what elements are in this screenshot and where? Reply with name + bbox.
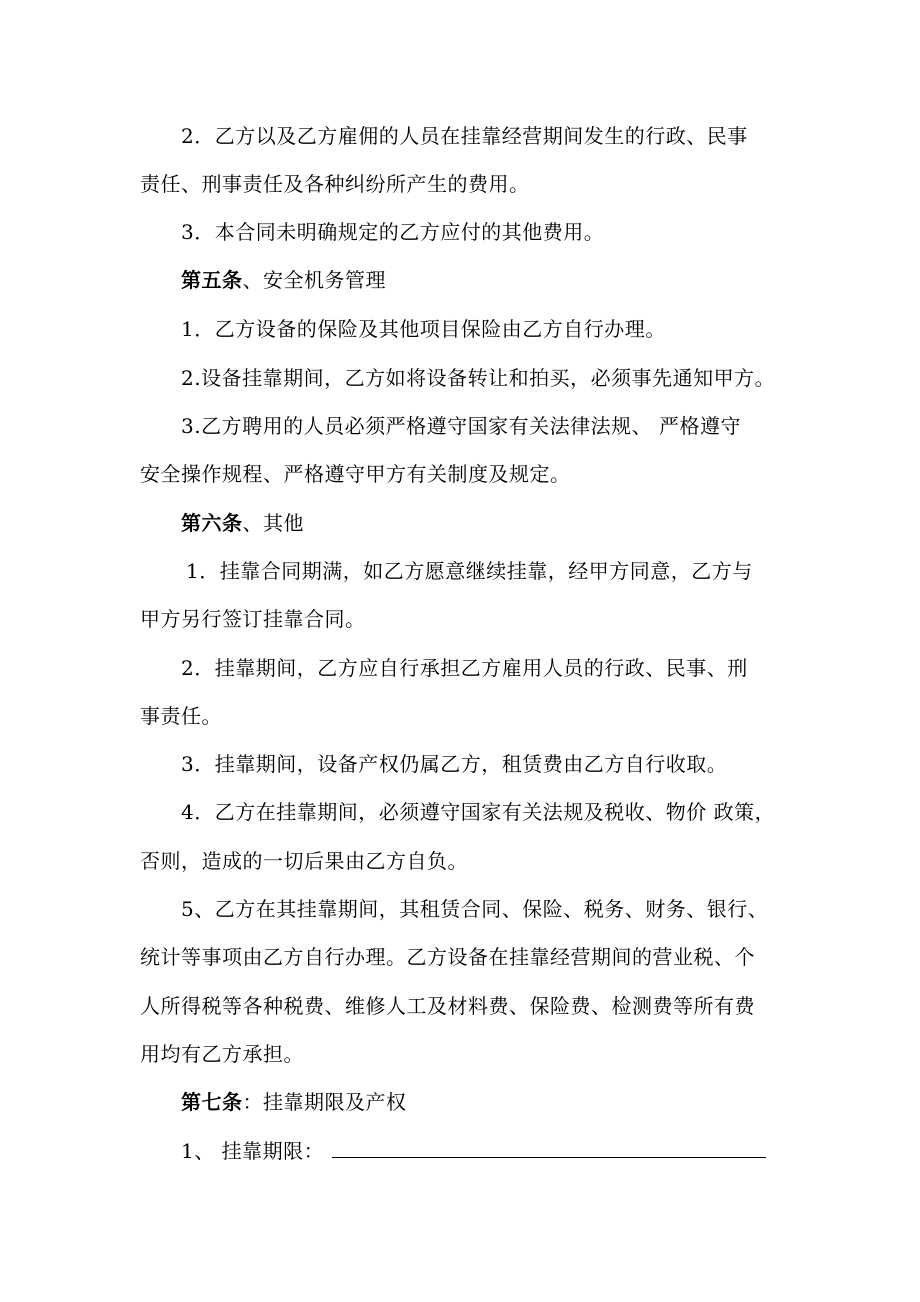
section-5-item-3-line-2: 安全操作规程、严格遵守甲方有关制度及规定。: [140, 462, 571, 486]
section-5-heading: [181, 268, 386, 292]
clause-4-item-3: 3．本合同未明确规定的乙方应付的其他费用。: [181, 220, 605, 244]
term-period-label: 1、 挂靠期限：: [181, 1139, 325, 1163]
section-6-heading-number: 第六条: [181, 511, 243, 535]
section-6-item-4-line-2: 否则，造成的一切后果由乙方自负。: [140, 849, 468, 873]
section-6-heading-title: 、其他: [242, 511, 304, 535]
term-period-blank-field[interactable]: [332, 1139, 766, 1158]
section-7-heading: [181, 1090, 407, 1114]
section-6-item-5-line-2: 统计等事项由乙方自行办理。乙方设备在挂靠经营期间的营业税、个: [140, 945, 755, 969]
section-7-item-1: [181, 1139, 766, 1163]
section-6-item-5-line-4: 用均有乙方承担。: [140, 1042, 304, 1066]
section-6-item-3: 3．挂靠期间，设备产权仍属乙方，租赁费由乙方自行收取。: [181, 752, 728, 776]
section-6-item-2-line-1: 2．挂靠期间，乙方应自行承担乙方雇用人员的行政、民事、刑: [181, 656, 748, 680]
clause-4-item-2-line-2: 责任、刑事责任及各种纠纷所产生的费用。: [140, 172, 530, 196]
section-5-item-2: 2.设备挂靠期间，乙方如将设备转让和拍买，必须事先通知甲方。: [181, 366, 776, 390]
section-5-heading-number: 第五条: [181, 268, 243, 292]
section-6-item-1-line-1: 1．挂靠合同期满，如乙方愿意继续挂靠，经甲方同意，乙方与: [186, 559, 753, 583]
clause-4-item-2-line-1: 2．乙方以及乙方雇佣的人员在挂靠经营期间发生的行政、民事: [181, 124, 748, 148]
section-7-heading-number: 第七条: [181, 1090, 243, 1114]
section-6-item-1-line-2: 甲方另行签订挂靠合同。: [140, 607, 366, 631]
section-6-heading: [181, 511, 304, 535]
section-6-item-5-line-3: 人所得税等各种税费、维修人工及材料费、保险费、检测费等所有费: [140, 994, 755, 1018]
section-6-item-4-line-1: 4．乙方在挂靠期间，必须遵守国家有关法规及税收、物价 政策，: [181, 800, 776, 824]
section-7-heading-title: ：挂靠期限及产权: [242, 1090, 407, 1114]
section-5-item-3-line-1: 3.乙方聘用的人员必须严格遵守国家有关法律法规、 严格遵守: [181, 414, 741, 438]
section-6-item-5-line-1: 5、乙方在其挂靠期间，其租赁合同、保险、税务、财务、银行、: [181, 897, 769, 921]
section-5-item-1: 1．乙方设备的保险及其他项目保险由乙方自行办理。: [181, 317, 666, 341]
section-6-item-2-line-2: 事责任。: [140, 704, 222, 728]
section-5-heading-title: 、安全机务管理: [242, 268, 386, 292]
